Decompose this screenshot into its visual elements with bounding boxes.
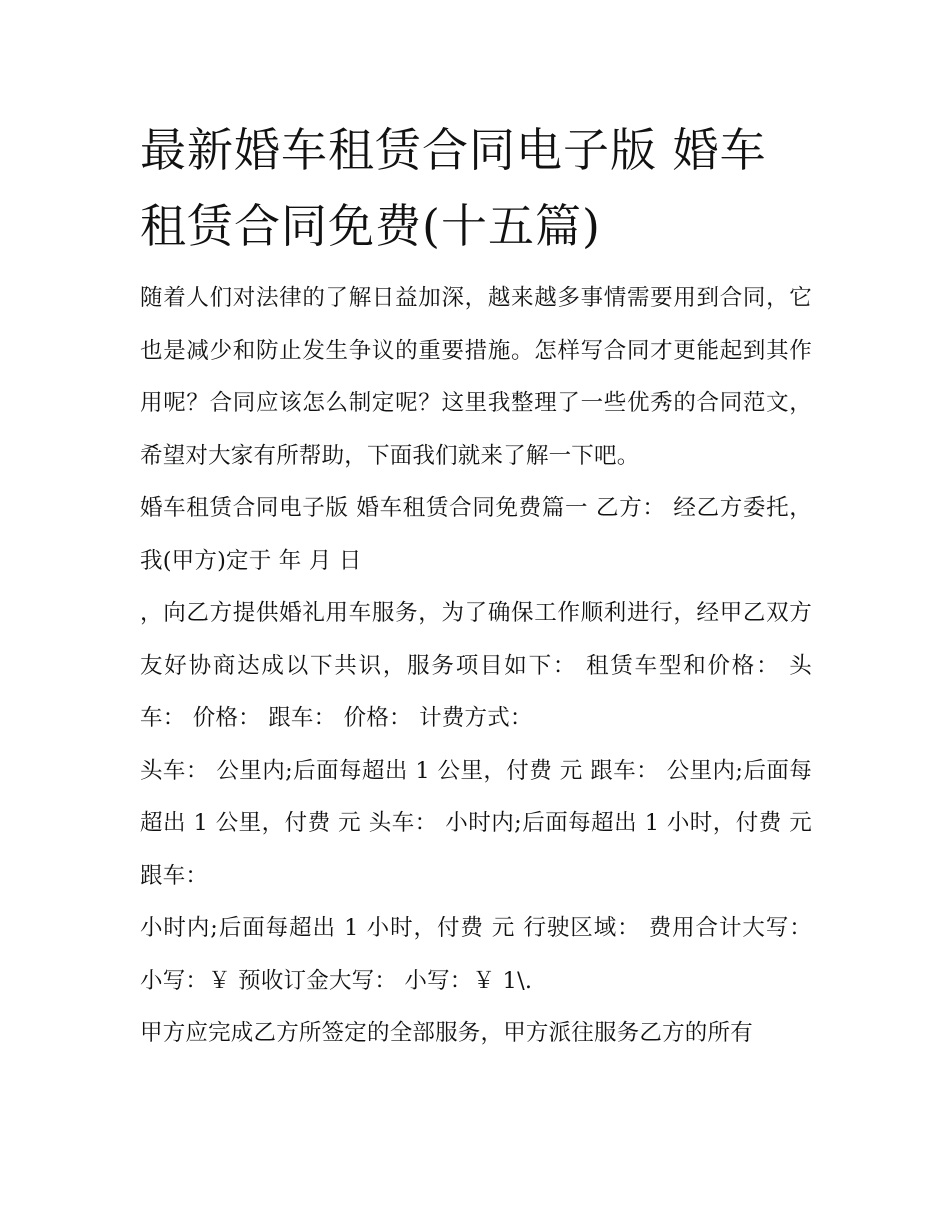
paragraph-intro: 随着人们对法律的了解日益加深，越来越多事情需要用到合同，它也是减少和防止发生争议的重要措施。怎样写合同才更能起到其作用呢？合同应该怎么制定呢？这里我整理了一些优秀的合同范文，希望对大家有所帮助，下面我们就来了解一下吧。 — [140, 285, 812, 469]
paragraph-contract-opening: 婚车租赁合同电子版 婚车租赁合同免费篇一 乙方： 经乙方委托，我(甲方)定于 年 月 日 — [140, 495, 812, 574]
document-page — [140, 112, 812, 1060]
document-title: 最新婚车租赁合同电子版 婚车租赁合同免费(十五篇) — [140, 123, 767, 253]
paragraph-service-items: ，向乙方提供婚礼用车服务，为了确保工作顺利进行，经甲乙双方友好协商达成以下共识，服务项目如下： 租赁车型和价格： 头车： 价格： 跟车： 价格： 计费方式： — [140, 600, 812, 731]
paragraph-billing-distance: 头车： 公里内;后面每超出 1 公里，付费 元 跟车： 公里内;后面每超出 1 公里，付费 元 头车： 小时内;后面每超出 1 小时，付费 元 跟车： — [140, 757, 812, 889]
paragraph-party-a-duties: 甲方应完成乙方所签定的全部服务，甲方派往服务乙方的所有 — [140, 1020, 753, 1046]
paragraph-billing-time: 小时内;后面每超出 1 小时，付费 元 行驶区域： 费用合计大写： 小写：￥ 预收订金大写： 小写：￥ 1\. — [140, 915, 812, 994]
